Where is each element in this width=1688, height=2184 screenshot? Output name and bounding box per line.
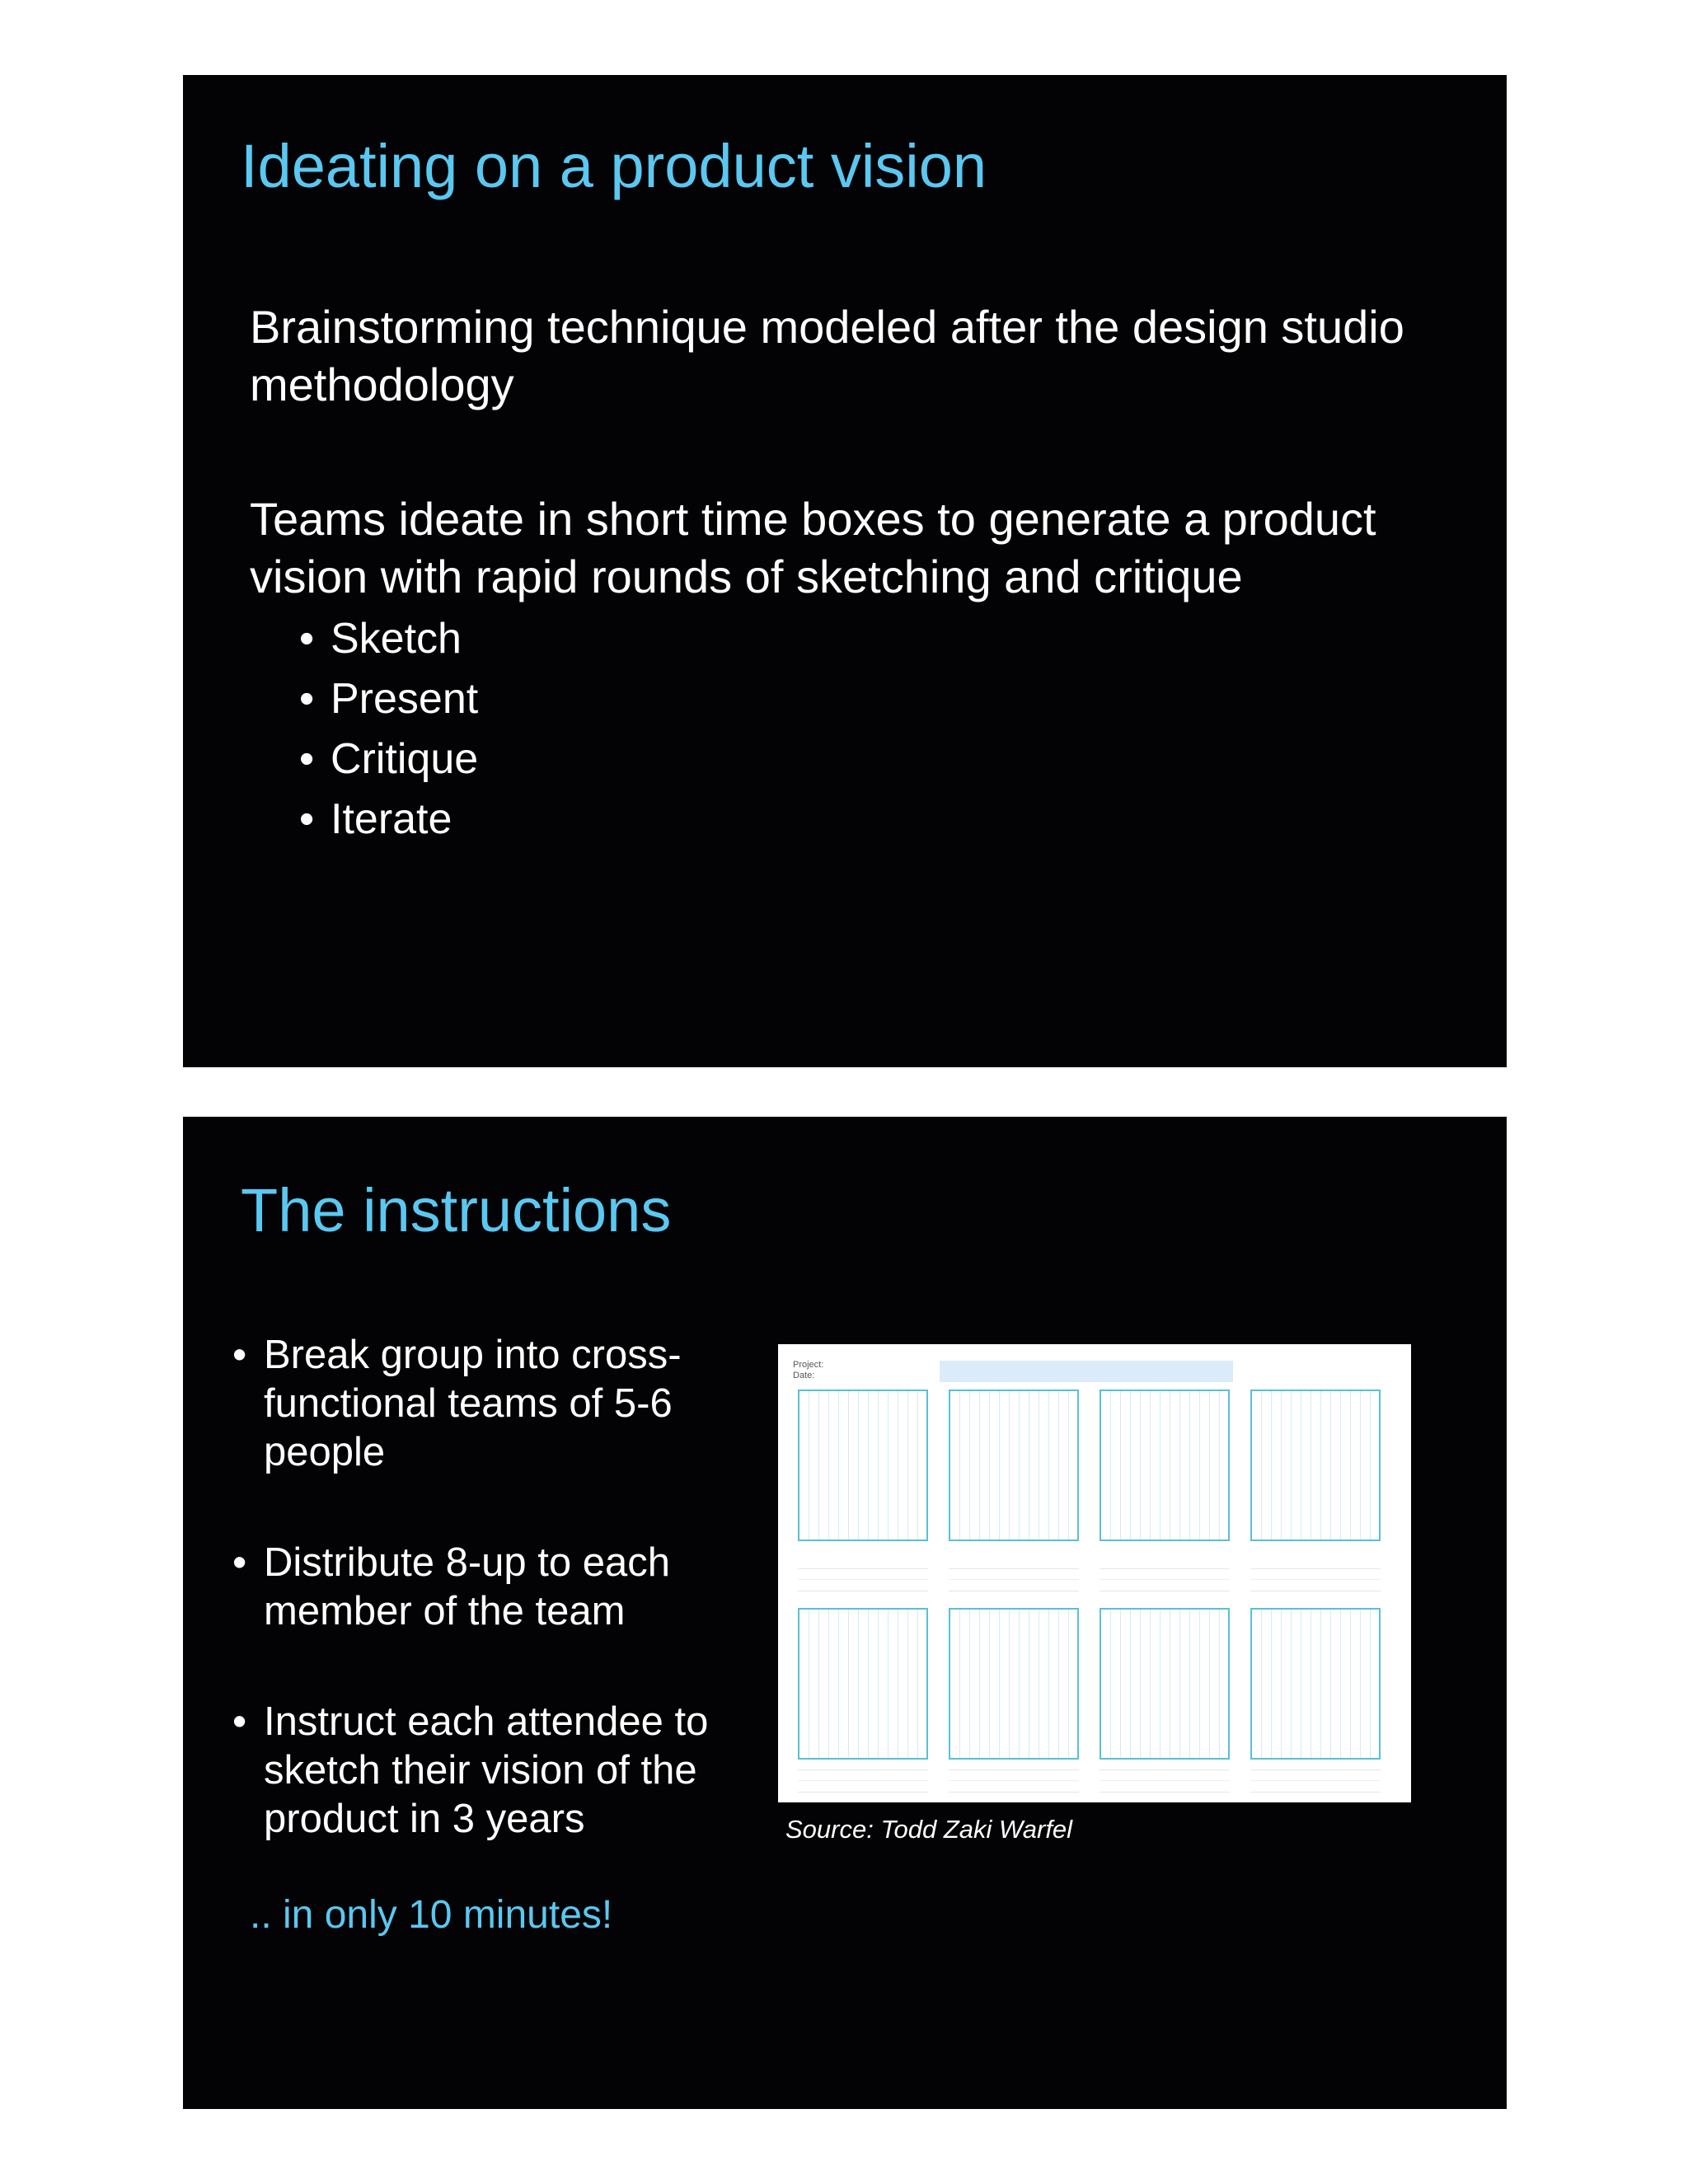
caption-lines: [798, 1568, 928, 1591]
instructions-list: [232, 1331, 760, 1905]
step-item: [299, 790, 478, 850]
sketch-frame: [798, 1390, 928, 1541]
slide-product-vision: [183, 75, 1507, 1067]
sketch-frame: [1250, 1390, 1381, 1541]
tagline: .. in only 10 minutes!: [250, 1893, 613, 1937]
caption-lines: [1250, 1769, 1381, 1793]
sketch-frame: [798, 1608, 928, 1760]
source-caption: Source: Todd Zaki Warfel: [785, 1815, 1073, 1844]
caption-lines: [1250, 1568, 1381, 1591]
caption-lines: [949, 1568, 1079, 1591]
sketch-frame: [1100, 1390, 1230, 1541]
slide-title: Ideating on a product vision: [241, 132, 987, 200]
step-label: Present: [331, 675, 479, 723]
step-label: Sketch: [331, 615, 462, 663]
slide-title: The instructions: [241, 1176, 672, 1244]
paragraph-time-boxes: Teams ideate in short time boxes to generate a product vision with rapid rounds of sketching and critique: [250, 493, 1376, 602]
sketch-frame: [949, 1608, 1079, 1760]
step-item: [299, 669, 478, 729]
process-steps-list: [299, 609, 478, 850]
eight-up-worksheet-image: [778, 1344, 1411, 1802]
step-label: Iterate: [331, 795, 452, 843]
bullet-dot-icon: •: [232, 1333, 247, 1377]
sketch-frame: [949, 1390, 1079, 1541]
caption-lines: [798, 1769, 928, 1793]
paragraph-brainstorming: Brainstorming technique modeled after the design studio methodology: [250, 301, 1404, 410]
instruction-item: [232, 1539, 760, 1636]
caption-lines: [1100, 1769, 1230, 1793]
bullet-dot-icon: •: [232, 1699, 247, 1744]
bullet-dot-icon: •: [232, 1540, 247, 1585]
step-item: [299, 609, 478, 669]
bullet-dot-icon: •: [299, 795, 315, 843]
instruction-text: Break group into cross-functional teams of 5-6 people: [264, 1333, 682, 1474]
bullet-dot-icon: •: [299, 615, 315, 663]
instruction-text: Distribute 8-up to each member of the team: [264, 1540, 670, 1633]
instruction-text: Instruct each attendee to sketch their vision of the product in 3 years: [264, 1699, 709, 1841]
instruction-item: [232, 1698, 760, 1844]
worksheet-project-label: Project:: [793, 1360, 824, 1370]
step-item: [299, 729, 478, 790]
instruction-item: [232, 1331, 760, 1477]
sketch-frame: [1100, 1608, 1230, 1760]
worksheet-title-bar: [940, 1361, 1233, 1382]
step-label: Critique: [331, 735, 479, 783]
slide-instructions: [183, 1117, 1507, 2109]
caption-lines: [1100, 1568, 1230, 1591]
caption-lines: [949, 1769, 1079, 1793]
bullet-dot-icon: •: [299, 675, 315, 723]
worksheet-date-label: Date:: [793, 1371, 815, 1380]
bullet-dot-icon: •: [299, 735, 315, 783]
sketch-frame: [1250, 1608, 1381, 1760]
